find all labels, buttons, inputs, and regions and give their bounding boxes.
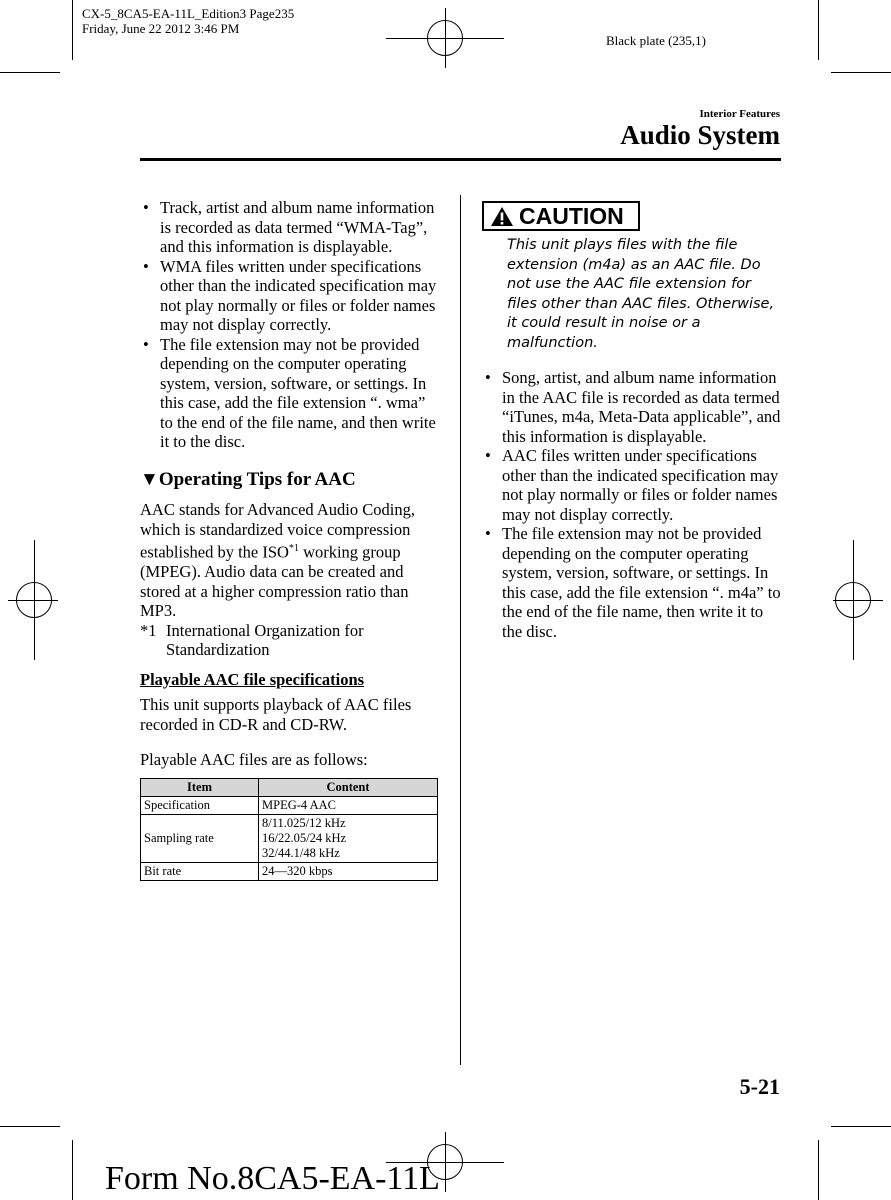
triangle-down-icon: ▼: [140, 468, 159, 490]
list-item: • Song, artist, and album name information in the AAC file is recorded as data termed “iTunes, m4a, Meta-Data applicable”, and this information is displayable.: [482, 368, 782, 446]
plate-label: Black plate (235,1): [606, 33, 706, 48]
paragraph-text: AAC stands for Advanced Audio Coding, which is standardized voice compression established by the ISO: [140, 500, 415, 562]
column-divider: [460, 195, 461, 1065]
list-item: • AAC files written under specifications other than the indicated specification may not play normally or files or folder names may not display correctly.: [482, 446, 782, 524]
section-heading-text: Operating Tips for AAC: [158, 468, 356, 490]
cell-line: 24—320 kbps: [262, 863, 333, 878]
form-number: Form No.8CA5-EA-11L: [105, 1160, 440, 1197]
table-row: [141, 814, 438, 862]
spec-heading: Playable AAC file specifications: [140, 669, 365, 689]
caution-label: CAUTION: [519, 202, 624, 229]
spec-paragraph: This unit supports playback of AAC files recorded in CD-R and CD-RW.: [140, 695, 412, 734]
crop-mark: [0, 1126, 60, 1127]
list-item: • Track, artist and album name information is recorded as data termed “WMA-Tag”, and this information is displayable.: [140, 198, 440, 257]
footnote: [140, 621, 440, 660]
table-cell: [259, 796, 438, 814]
table-cell: Sampling rate: [141, 814, 259, 862]
table-cell: Bit rate: [141, 862, 259, 880]
crop-mark: [818, 0, 819, 60]
header-rule: [140, 158, 781, 161]
registration-mark: [835, 582, 871, 618]
spec-table: [140, 778, 438, 881]
cell-line: 32/44.1/48 kHz: [262, 845, 340, 860]
crop-mark: [831, 1126, 891, 1127]
registration-mark: [427, 20, 463, 56]
footnote-ref: *1: [288, 543, 299, 554]
print-info: [82, 6, 294, 36]
print-info-file: CX-5_8CA5-EA-11L_Edition3 Page235: [82, 6, 295, 21]
cell-line: 16/22.05/24 kHz: [262, 830, 347, 845]
footnote-mark: *1: [140, 620, 157, 640]
list-item: • The file extension may not be provided depending on the computer operating system, version, software, or settings. In this case, add the file extension “. m4a” to the end of the file name, then write it to the disc.: [482, 524, 782, 641]
list-item: • WMA files written under specifications other than the indicated specification may not play normally or files or folder names may not display correctly.: [140, 257, 440, 335]
crop-mark: [831, 72, 891, 73]
crop-mark: [818, 1140, 819, 1200]
table-cell: Specification: [141, 796, 259, 814]
wma-bullet-list: [140, 198, 440, 452]
aac-intro-paragraph: [140, 500, 440, 621]
column-header: Content: [259, 778, 438, 796]
crop-mark: [72, 1140, 73, 1200]
section-heading: [140, 470, 440, 490]
table-row: [141, 796, 438, 814]
cell-line: 8/11.025/12 kHz: [262, 815, 346, 830]
warning-icon: [490, 206, 514, 227]
column-header: Item: [141, 778, 259, 796]
aac-bullet-list: [482, 368, 782, 641]
page-number: 5-21: [739, 1074, 780, 1099]
table-header-row: [141, 778, 438, 796]
paragraph-text: working group (MPEG). Audio data can be created and stored at a higher compression ratio than MP3.: [140, 542, 409, 620]
table-row: [141, 862, 438, 880]
crop-mark: [72, 0, 73, 60]
cell-line: MPEG-4 AAC: [262, 797, 336, 812]
footnote-text: International Organization for Standardization: [166, 620, 364, 659]
right-column: [482, 368, 782, 641]
caution-text: This unit plays files with the file extension (m4a) as an AAC file. Do not use the AAC file extension for files other than AAC files. Otherwise, it could result in noise or a malfunction.: [507, 237, 775, 351]
print-info-date: Friday, June 22 2012 3:46 PM: [82, 21, 240, 36]
caution-header: [482, 201, 640, 231]
table-cell: [259, 862, 438, 880]
left-column: [140, 198, 440, 881]
spec-list-intro: Playable AAC files are as follows:: [140, 750, 368, 769]
crop-mark: [0, 72, 60, 73]
section-label: Interior Features: [699, 108, 780, 120]
list-item: • The file extension may not be provided depending on the computer operating system, version, software, or settings. In this case, add the file extension “. wma” to the end of the file name, and then write it to the disc.: [140, 335, 440, 452]
page-title: Audio System: [620, 120, 780, 150]
registration-mark: [16, 582, 52, 618]
table-cell: [259, 814, 438, 862]
